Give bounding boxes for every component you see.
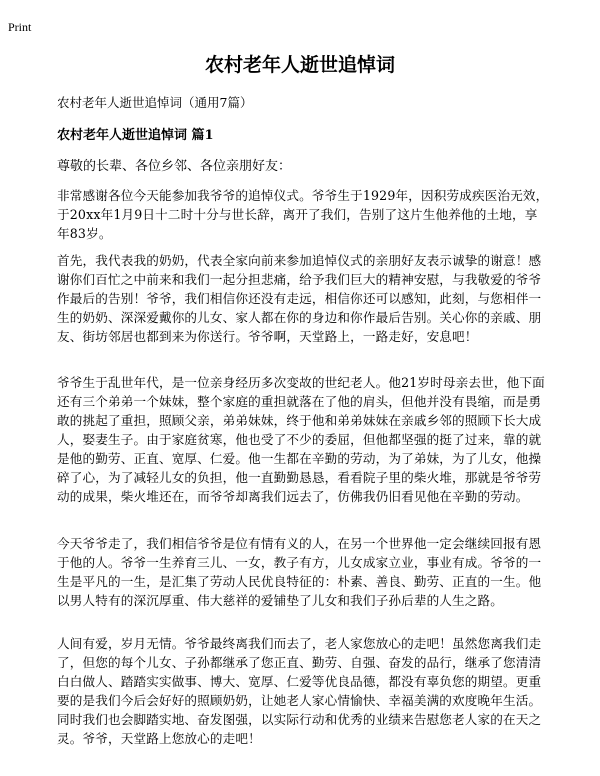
greeting-line: 尊敬的长辈、各位乡邻、各位亲朋好友： [57, 159, 292, 174]
paragraph-legacy: 今天爷爷走了，我们相信爷爷是位有情有义的人，在另一个世界他一定会继续回报有恩于他的人。爷爷一生养育三儿、一女，教子有方，儿女成家立业，事业有成。爷爷的一生是平凡的一生，是汇集了劳动人民优良特征的：朴素、善良、勤劳、正直的一生。他以男人特有的深沉厚重、伟大慈祥的爱铺垫了儿女和我们子孙后辈的人生之路。 [57, 536, 542, 608]
page-title: 农村老年人逝世追悼词 [204, 54, 395, 76]
paragraph-life-story: 爷爷生于乱世年代，是一位亲身经历多次变故的世纪老人。他21岁时母亲去世，他下面还有三个弟弟一个妹妹，整个家庭的重担就落在了他的肩头，但他并没有畏缩，而是勇敢的挑起了重担，照顾父亲，弟弟妹妹，终于他和弟弟妹妹在亲戚乡邻的照顾下长大成人，娶妻生子。由于家庭贫寒，他也受了不少的委屈，但他都坚强的挺了过来，靠的就是他的勤劳、正直、宽厚、仁爱。他一生都在辛勤的劳动，为了弟妹，为了儿女，他操碎了心，为了减轻儿女的负担，他一直勤勤恳恳，看看院子里的柴火堆，那就是爷爷劳动的成果，柴火堆还在，而爷爷却离我们远去了，仿佛我仍旧看见他在辛勤的劳动。 [57, 375, 545, 504]
paragraph-intro: 非常感谢各位今天能参加我爷爷的追悼仪式。爷爷生于1929年，因积劳成疾医治无效，于20xx年1月9日十二时十分与世长辞，离开了我们，告别了这片生他养他的土地，享年83岁。 [57, 188, 549, 241]
paragraph-thanks: 首先，我代表我的奶奶，代表全家向前来参加追悼仪式的亲朋好友表示诚挚的谢意！感谢你们百忙之中前来和我们一起分担悲痛，给予我们巨大的精神安慰，与我敬爱的爷爷作最后的告别！爷爷，我们相信你还没有走远，相信你还可以感知，此刻，与您相伴一生的奶奶、深深爱戴你的儿女、家人都在你的身边和你作最后告别。关心你的亲戚、朋友、街坊邻居也都到来为你送行。爷爷啊，天堂路上，一路走好，安息吧！ [57, 253, 542, 344]
document-subtitle: 农村老年人逝世追悼词（通用7篇） [57, 95, 253, 110]
section-heading: 农村老年人逝世追悼词 篇1 [57, 128, 214, 143]
print-link[interactable]: Print [8, 20, 32, 34]
paragraph-farewell: 人间有爱，岁月无情。爷爷最终离我们而去了，老人家您放心的走吧！虽然您离我们走了，但您的每个儿女、子孙都继承了您正直、勤劳、自强、奋发的品行，继承了您清清白白做人、踏踏实实做事、博大、宽厚、仁爱等优良品德，都没有辜负您的期望。更重要的是我们今后会好好的照顾奶奶，让她老人家心情愉快、幸福美满的欢度晚年生活。同时我们也会脚踏实地、奋发图强，以实际行动和优秀的业绩来告慰您老人家的在天之灵。爷爷，天堂路上您放心的走吧！ [57, 636, 542, 746]
